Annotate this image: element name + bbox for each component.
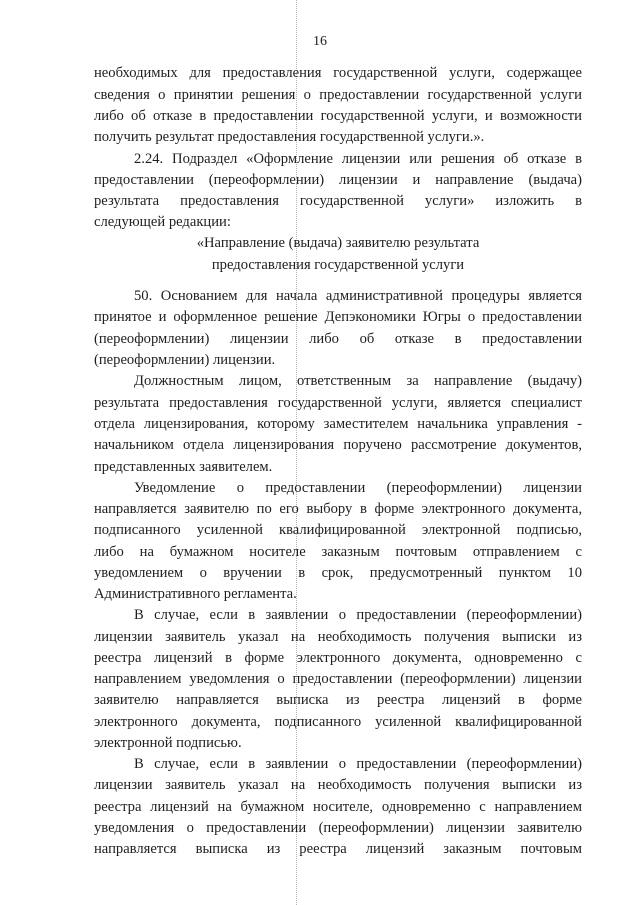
text-line: сведения о принятии решения о предоставлении государственной услуги (94, 87, 582, 103)
text-line: реестра лицензий на бумажном носителе, одновременно с направлением (94, 799, 582, 815)
text-line: либо на бумажном носителе заказным почтовым отправлением с (94, 544, 582, 560)
text-line: отдела лицензирования, которому заместителем начальника управления - (94, 416, 582, 432)
text-line: получить результат предоставления государственной услуги.». (94, 129, 485, 145)
text-line: принятое и оформленное решение Депэкономики Югры о предоставлении (94, 309, 582, 325)
text-line: «Направление (выдача) заявителю результата (196, 235, 480, 251)
text-line: результата предоставления государственной услуги» изложить в (94, 193, 582, 209)
text-line: электронной подписью. (94, 735, 242, 751)
text-line: предоставления государственной услуги (211, 257, 465, 273)
text-line: начальником отдела лицензирования поручено рассмотрение документов, (94, 437, 582, 453)
text-line: лицензии заявитель указал на необходимость получения выписки из (94, 777, 582, 793)
text-line: Административного регламента. (94, 586, 297, 602)
text-line: В случае, если в заявлении о предоставлении (переоформлении) (134, 756, 582, 772)
text-line: направляется заявителю по его выбору в форме электронного документа, (94, 501, 582, 517)
text-line: подписанного усиленной квалифицированной электронной подписью, (94, 522, 582, 538)
text-line: предоставлении (переоформлении) лицензии и направление (выдача) (94, 172, 582, 188)
text-line: лицензии заявитель указал на необходимость получения выписки из (94, 629, 582, 645)
text-line: (переоформлении) лицензии либо об отказе в предоставлении (94, 331, 582, 347)
text-line: направляется выписка из реестра лицензий заказным почтовым (94, 841, 582, 857)
text-line: 2.24. Подраздел «Оформление лицензии или решения об отказе в (134, 151, 582, 167)
text-line: результата предоставления государственной услуги, является специалист (94, 395, 582, 411)
text-line: электронного документа, подписанного усиленной квалифицированной (94, 714, 582, 730)
text-line: уведомлением о вручении в срок, предусмотренный пунктом 10 (94, 565, 582, 581)
text-line: либо об отказе в предоставлении государственной услуги, и возможности (94, 108, 582, 124)
page-number: 16 (313, 34, 327, 49)
text-line: заявителю направляется выписка из реестра лицензий в форме (94, 692, 582, 708)
text-line: направлением уведомления о предоставлении (переоформлении) лицензии (94, 671, 582, 687)
text-line: Уведомление о предоставлении (переоформлении) лицензии (134, 480, 582, 496)
text-line: уведомления о предоставлении (переоформлении) лицензии заявителю (94, 820, 582, 836)
text-line: 50. Основанием для начала административной процедуры является (134, 288, 582, 304)
text-line: Должностным лицом, ответственным за направление (выдачу) (134, 373, 582, 389)
text-line: реестра лицензий в форме электронного документа, одновременно с (94, 650, 582, 666)
text-line: (переоформлении) лицензии. (94, 352, 276, 368)
text-line: необходимых для предоставления государственной услуги, содержащее (94, 65, 582, 81)
text-line: представленных заявителем. (94, 459, 273, 475)
text-line: следующей редакции: (94, 214, 231, 230)
text-line: В случае, если в заявлении о предоставлении (переоформлении) (134, 607, 582, 623)
